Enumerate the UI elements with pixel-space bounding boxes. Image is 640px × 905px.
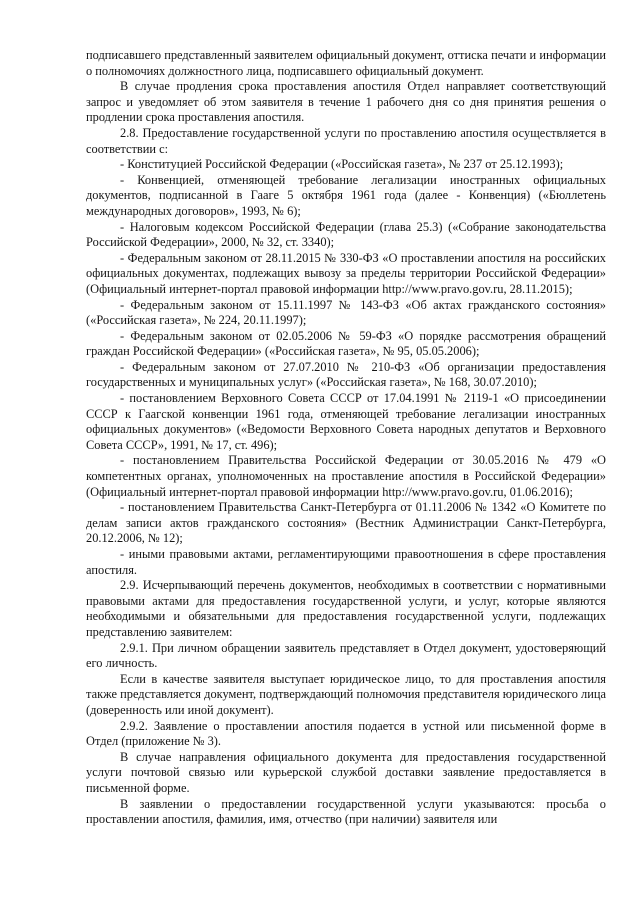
list-item-convention: - Конвенцией, отменяющей требование легализации иностранных официальных документов, подписанной в Гааге 5 октября 1961 года (далее - Конвенция) («Бюллетень международных договоров», 1993, № 6); <box>86 172 606 218</box>
list-item-constitution: - Конституцией Российской Федерации («Российская газета», № 237 от 25.12.1993); <box>120 157 564 172</box>
list-item-law-330: - Федеральным законом от 28.11.2015 № 330-ФЗ «О проставлении апостиля на российских официальных документах, подлежащих вывозу за пределы территории Российской Федерации» (Официальный интернет-портал правовой информации http://www.pravo.gov.ru, 28.11.2015); <box>86 250 606 296</box>
list-item-law-59: - Федеральным законом от 02.05.2006 № 59-ФЗ «О порядке рассмотрения обращений граждан Российской Федерации» («Российская газета», № 95, 05.05.2006); <box>86 328 606 359</box>
paragraph-1: подписавшего представленный заявителем официальный документ, оттиска печати и информации о полномочиях должностного лица, подписавшего официальный документ. <box>86 48 606 78</box>
paragraph-section-2-9-2: 2.9.2. Заявление о проставлении апостиля подается в устной или письменной форме в Отдел (приложение № 3). <box>86 718 606 749</box>
list-item-law-210: - Федеральным законом от 27.07.2010 № 210-ФЗ «Об организации предоставления государственных и муниципальных услуг» («Российская газета», № 168, 30.07.2010); <box>86 359 606 390</box>
paragraph-section-2-9: 2.9. Исчерпывающий перечень документов, необходимых в соответствии с нормативными правовыми актами для предоставления государственной услуги, и услуг, которые являются необходимыми и обязательными для предоставления государственной услуги, подлежащих представлению заявителем: <box>86 578 606 639</box>
list-item-government-resolution-479: - постановлением Правительства Российской Федерации от 30.05.2016 № 479 «О компетентных органах, уполномоченных на проставление апостиля в Российской Федерации» (Официальный интернет-портал правовой информации http://www.pravo.gov.ru, 01.06.2016); <box>86 453 606 499</box>
list-item-law-143: - Федеральным законом от 15.11.1997 № 143-ФЗ «Об актах гражданского состояния» («Российская газета», № 224, 20.11.1997); <box>86 297 606 328</box>
document-body <box>86 48 606 828</box>
paragraph-postal-delivery: В случае направления официального документа для предоставления государственной услуги почтовой связью или курьерской службой доставки заявление предоставляется в письменной форме. <box>86 749 606 795</box>
paragraph-section-2-9-1: 2.9.1. При личном обращении заявитель представляет в Отдел документ, удостоверяющий его личность. <box>86 640 606 671</box>
paragraph-application-contents: В заявлении о предоставлении государственной услуги указываются: просьба о проставлении апостиля, фамилия, имя, отчество (при наличии) заявителя или <box>86 796 606 827</box>
list-item-ussr-resolution: - постановлением Верховного Совета СССР от 17.04.1991 № 2119-1 «О присоединении СССР к Гаагской конвенции 1961 года, отменяющей требование легализации иностранных официальных документов» («Ведомости Верховного Совета народных депутатов и Верховного Совета СССР», 1991, № 17, ст. 496); <box>86 391 606 452</box>
list-item-other-acts: - иными правовыми актами, регламентирующими правоотношения в сфере проставления апостиля. <box>86 547 606 577</box>
list-item-spb-resolution-1342: - постановлением Правительства Санкт-Петербурга от 01.11.2006 № 1342 «О Комитете по делам записи актов гражданского состояния» (Вестник Администрации Санкт-Петербурга, 20.12.2006, № 12); <box>86 500 606 546</box>
paragraph-section-2-8: 2.8. Предоставление государственной услуги по проставлению апостиля осуществляется в соответствии с: <box>86 125 606 156</box>
paragraph-2: В случае продления срока проставления апостиля Отдел направляет соответствующий запрос и уведомляет об этом заявителя в течение 1 рабочего дня со дня принятия решения о продлении срока проставления апостиля. <box>86 79 606 125</box>
list-item-tax-code: - Налоговым кодексом Российской Федерации (глава 25.3) («Собрание законодательства Российской Федерации», 2000, № 32, ст. 3340); <box>86 219 606 250</box>
paragraph-legal-entity: Если в качестве заявителя выступает юридическое лицо, то для проставления апостиля также представляется документ, подтверждающий полномочия представителя юридического лица (доверенность или иной документ). <box>86 671 606 717</box>
